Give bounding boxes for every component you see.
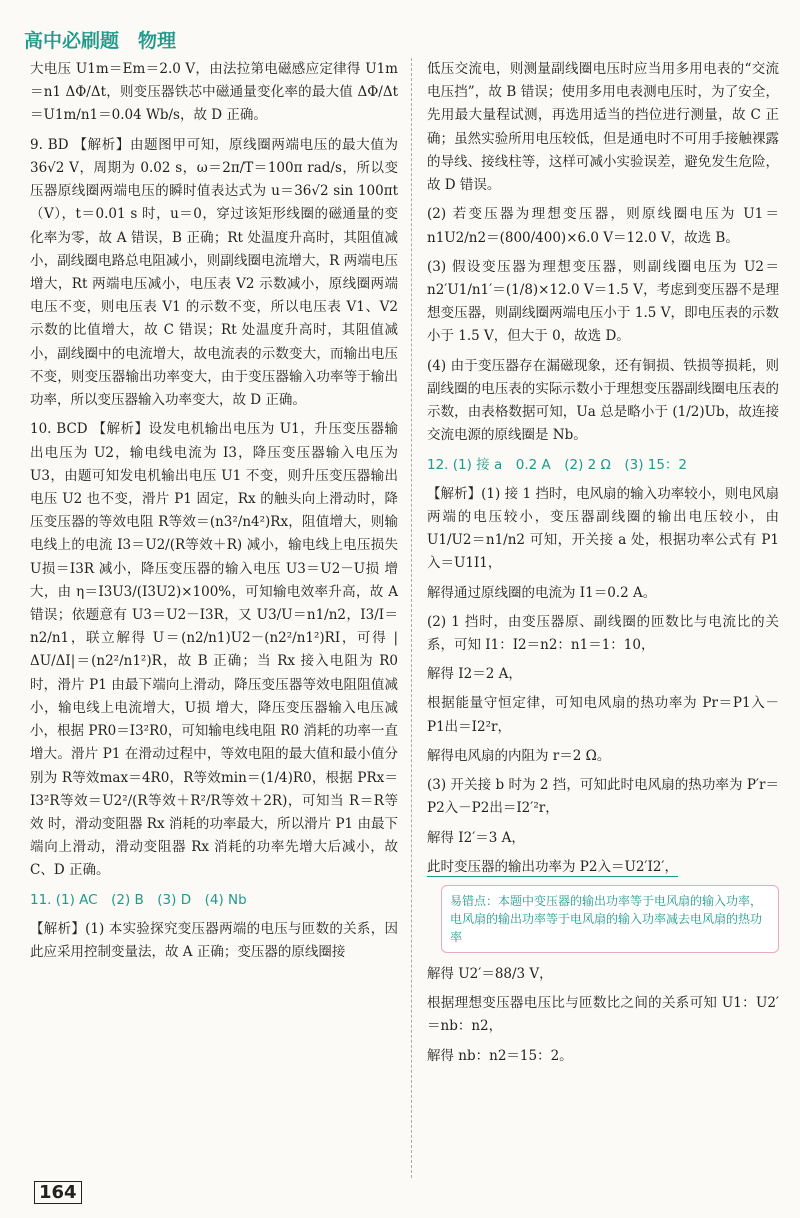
q11-solution-cont: 低压交流电，则测量副线圈电压时应当用多用电表的“交流电压挡”，故 B 错误；使用多用电表测电压时，为了安全，先用最大量程试测，再选用适当的挡位进行测量，故 C 正确；虽然实验所用电压较低，但是通电时不可用手接触裸露的导线、接线柱等，这样可减小实验误差，避免发生危险，故 D 错误。	[427, 61, 779, 194]
q12-answers: 12. (1) 接 a 0.2 A (2) 2 Ω (3) 15：2	[427, 456, 688, 473]
underlined-output-power: 此时变压器的输出功率为 P2入＝U2′I2′，	[427, 858, 678, 875]
q12-i2: 解得 I2＝2 A，	[427, 666, 522, 683]
q8-tail: 大电压 U1m＝Em＝2.0 V，由法拉第电磁感应定律得 U1m＝n1 ΔΦ/Δt，则变压器铁芯中磁通量变化率的最大值 ΔΦ/Δt＝U1m/n1＝0.04 Wb/s，故 D 正确。	[30, 61, 398, 124]
q12-resistance: 解得电风扇的内阻为 r＝2 Ω。	[427, 747, 611, 764]
q11-answers: 11. (1) AC (2) B (3) D (4) Nb	[30, 891, 247, 908]
q12-u2prime: 解得 U2′＝88/3 V，	[427, 966, 553, 982]
q12-part1: 【解析】(1) 接 1 挡时，电风扇的输入功率较小，则电风扇两端的电压较小，变压器副线圈的输出电压较小，由 U1/U2＝n1/n2 可知，开关接 a 处，根据功率公式有 P1入＝U1I1，	[427, 485, 779, 572]
q10-solution: 10. BCD 【解析】设发电机输出电压为 U1，升压变压器输出电压为 U2，输电线电流为 I3，降压变压器输入电压为 U3，由题可知发电机输出电压 U1 不变，则升压变压器输出电压 U2 也不变，滑片 P1 固定，Rx 的触头向上滑动时，降压变压器的等效电阻 R等效＝(n3²/n4²)Rx，阻值增大，则输电线上的电流 I3＝U2/(R等效＋R) 减小，输电线上电压损失 U损＝I3R 减小，降压变压器的输入电压 U3＝U2－U损 增大，由 η＝I3U3/(I3U2)×100%，可知输电效率升高，故 A 错误；依题意有 U3＝U2－I3R，又 U3/U＝n1/n2，I3/I＝n2/n1，联立解得 U＝(n2/n1)U2－(n2²/n1²)RI，可得 |ΔU/ΔI|＝(n2²/n1²)R，故 B 正确；当 Rx 接入电阻为 R0 时，滑片 P1 由最下端向上滑动，降压变压器等效电阻阻值减小，输电线上电流增大，U损 增大，降压变压器输入电压减小，根据 PR0＝I3²R0，可知输电线电阻 R0 消耗的功率一直增大。滑片 P1 在滑动过程中，等效电阻的最大值和最小值分别为 R等效max＝4R0，R等效min＝(1/4)R0，根据 PRx＝I3²R等效＝U2²/(R等效＋R²/R等效＋2R)，可知当 R＝R等效 时，滑动变阻器 Rx 消耗的功率最大，所以滑片 P1 由最下端向上滑动，滑动变阻器 Rx 消耗的功率先增大后减小，故 C、D 正确。	[30, 421, 398, 879]
q12-ratio-relation: 根据理想变压器电压比与匝数比之间的关系可知 U1：U2′＝nb：n2，	[427, 995, 779, 1035]
q11-part4: (4) 由于变压器存在漏磁现象，还有铜损、铁损等损耗，则副线圈的电压表的实际示数小于理想变压器副线圈电压表的示数，由表格数据可知，Ua 总是略小于 (1/2)Ub，故连接交流电源的原线圈是 Nb。	[427, 357, 779, 444]
q12-part3: (3) 开关接 b 时为 2 挡，可知此时电风扇的热功率为 P′r＝P2入－P2出＝I2′²r，	[427, 777, 779, 817]
q11-solution-start: 【解析】(1) 本实验探究变压器两端的电压与匝数的关系，因此应采用控制变量法，故 A 正确；变压器的原线圈接	[30, 920, 398, 961]
error-note-text: 易错点：本题中变压器的输出功率等于电风扇的输入功率，电风扇的输出功率等于电风扇的输入功率减去电风扇的热功率	[450, 894, 763, 944]
error-note	[441, 885, 779, 953]
q12-part2: (2) 1 挡时，由变压器原、副线圈的匝数比与电流比的关系，可知 I1：I2＝n2：n1＝1：10，	[427, 613, 779, 654]
q12-heat-power: 根据能量守恒定律，可知电风扇的热功率为 Pr＝P1入－P1出＝I2²r，	[427, 695, 779, 735]
q12-final-ratio: 解得 nb：n2＝15：2。	[427, 1047, 573, 1064]
column-divider	[411, 58, 412, 1178]
q12-i2prime: 解得 I2′＝3 A，	[427, 829, 525, 846]
page-number: 164	[34, 1181, 82, 1204]
q12-output-power	[427, 856, 779, 879]
q12-current: 解得通过原线圈的电流为 I1＝0.2 A。	[427, 584, 657, 601]
right-column	[427, 58, 779, 1074]
q11-part3: (3) 假设变压器为理想变压器，则副线圈电压为 U2＝n2′U1/n1′＝(1/8)×12.0 V＝1.5 V，考虑到变压器不是理想变压器，则副线圈两端电压小于 1.5 V，即电压表的示数小于 1.5 V，但大于 0，故选 D。	[427, 258, 779, 345]
q9-solution: 9. BD 【解析】由题图甲可知，原线圈两端电压的最大值为 36√2 V，周期为 0.02 s，ω＝2π/T＝100π rad/s，所以变压器原线圈两端电压的瞬时值表达式为 u＝36√2 sin 100πt（V），t＝0.01 s 时，u＝0，穿过该矩形线圈的磁通量的变化率为零，故 A 错误，B 正确；Rt 处温度升高时，其阻值减小，副线圈电路总电阻减小，则副线圈电流增大，R 两端电压增大，Rt 两端电压减小，电压表 V2 示数减小，原线圈两端电压不变，则电压表 V1 的示数不变，所以电压表 V1、V2 示数的比值增大，故 C 错误；Rt 处温度升高时，其阻值减小，副线圈中的电流增大，故电流表的示数变大，而输出电压不变，则变压器输出功率变大，由于变压器输入功率等于输出功率，所以变压器输入功率变大，故 D 正确。	[30, 136, 398, 409]
page-header: 高中必刷题 物理	[24, 30, 177, 52]
q11-part2: (2) 若变压器为理想变压器，则原线圈电压为 U1＝n1U2/n2＝(800/400)×6.0 V＝12.0 V，故选 B。	[427, 206, 779, 246]
left-column	[30, 58, 398, 970]
